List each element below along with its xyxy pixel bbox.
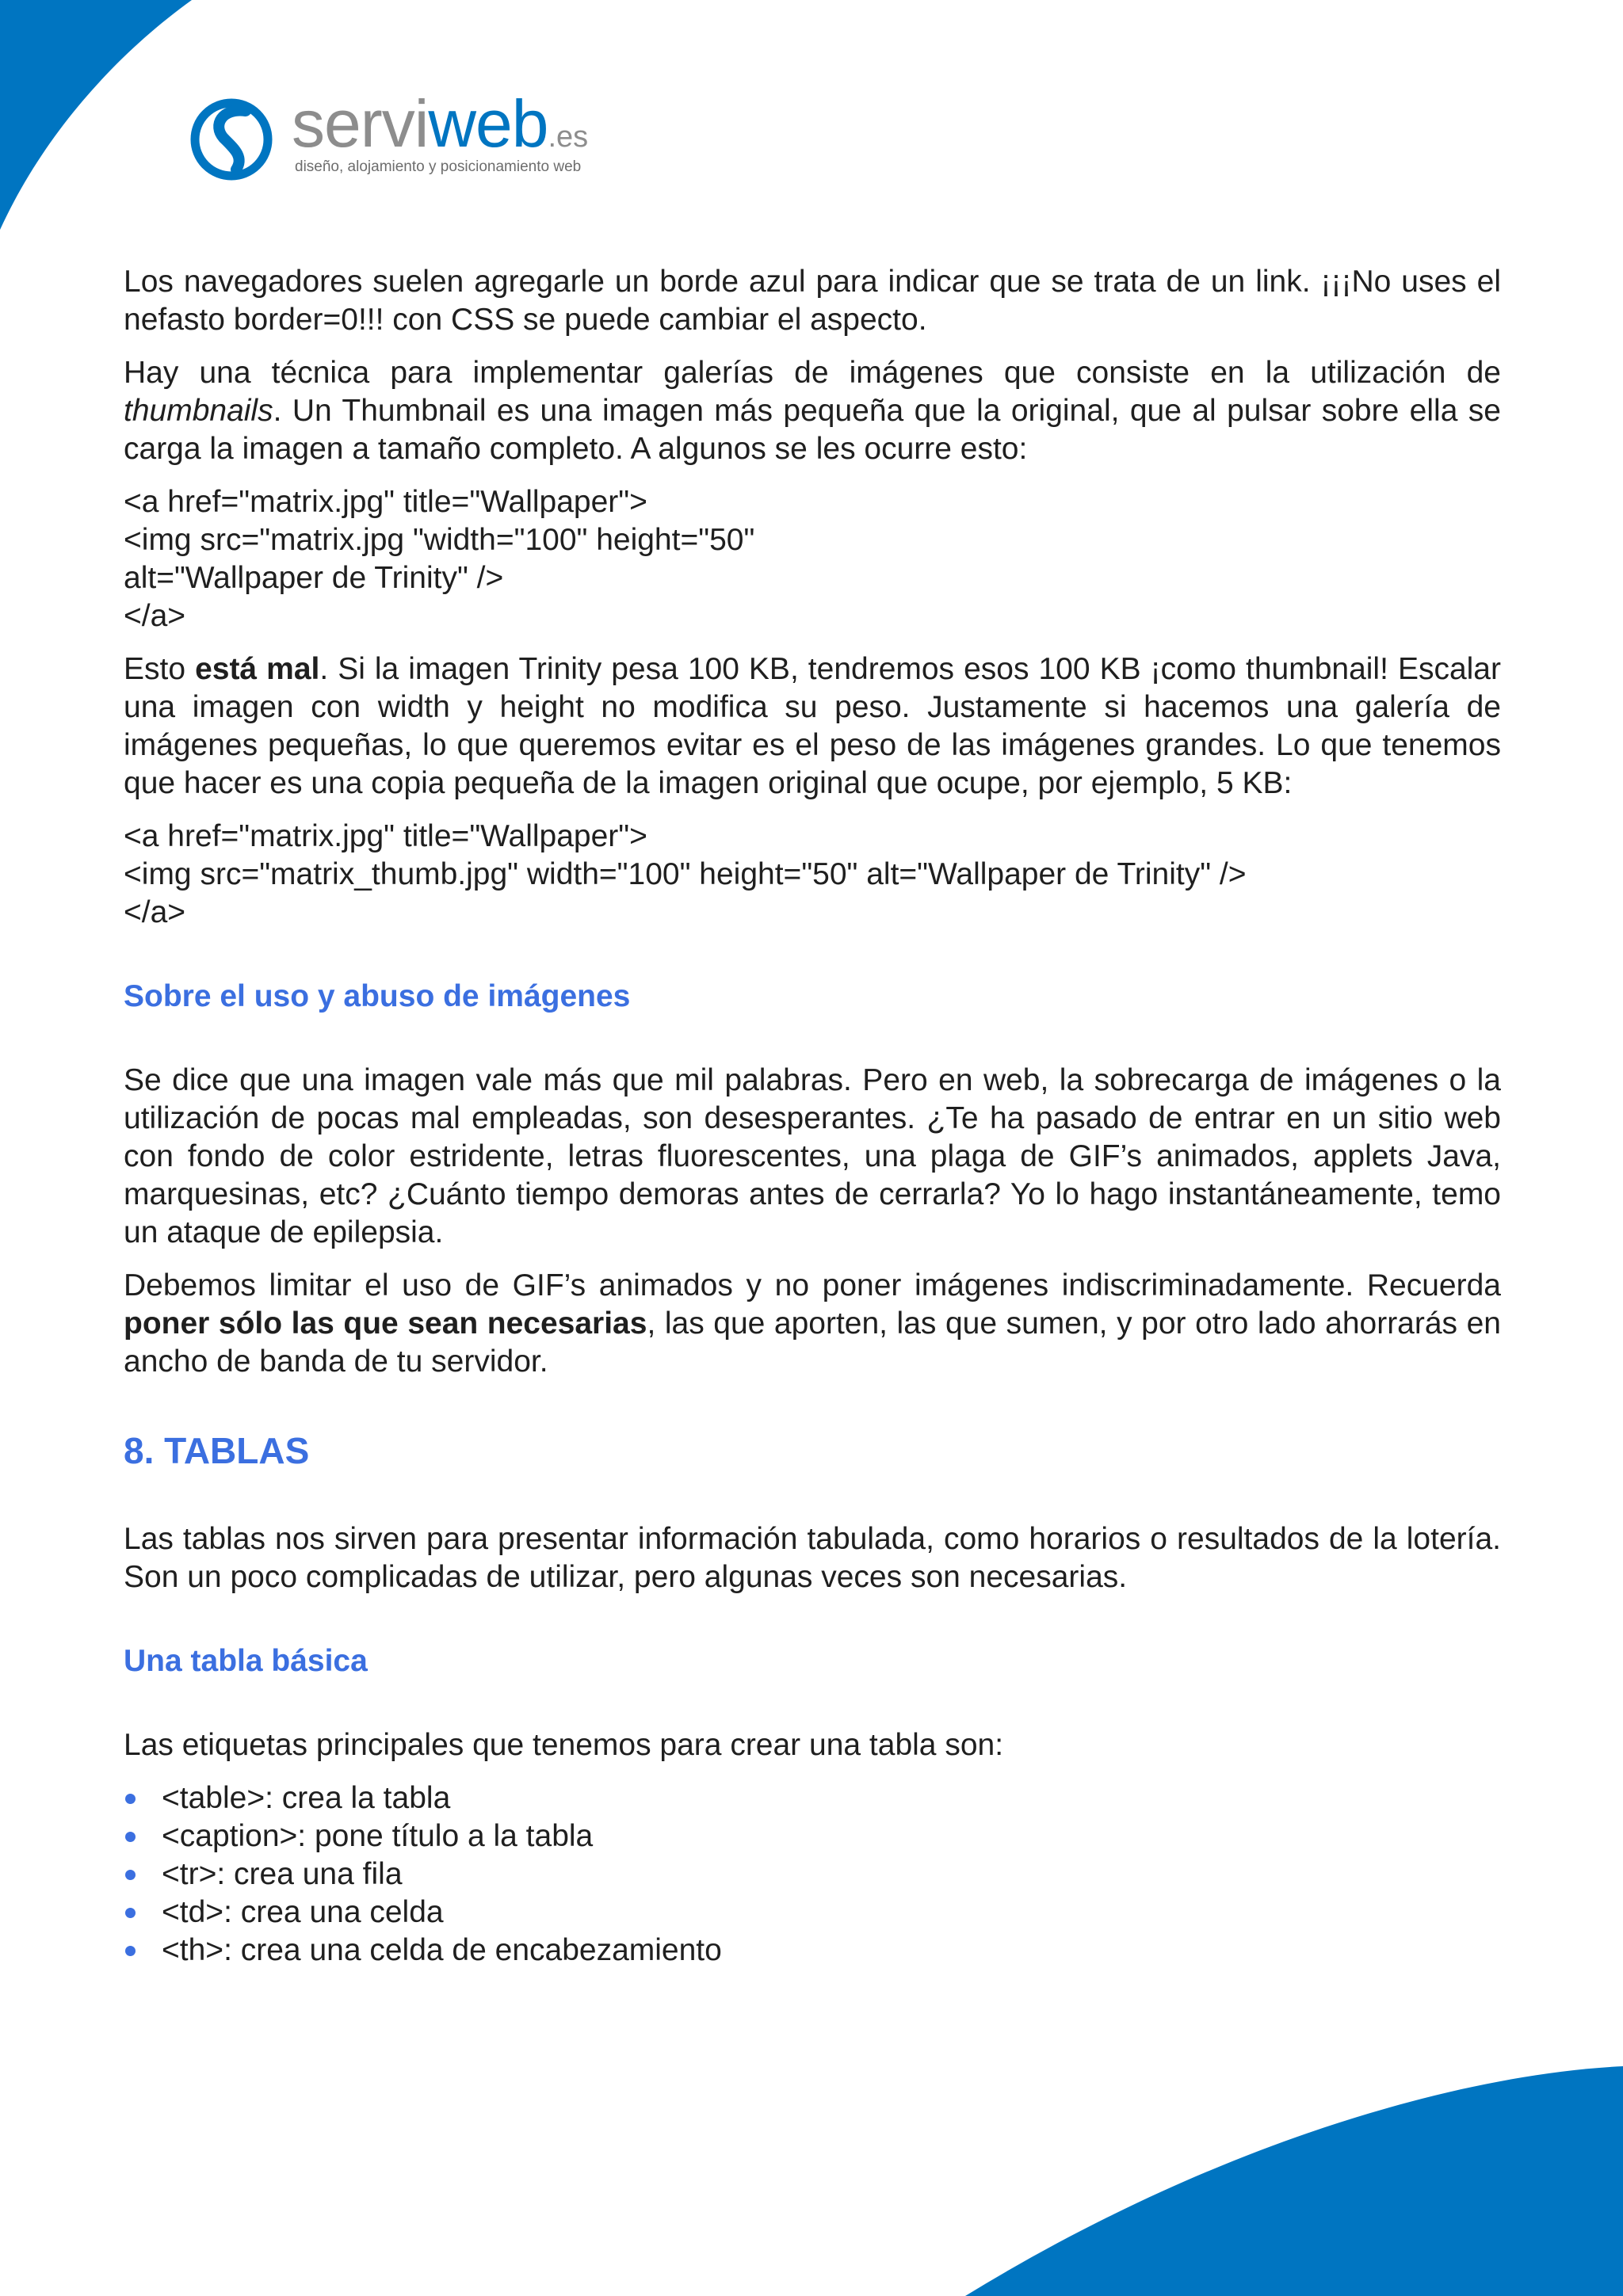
paragraph-etiquetas: Las etiquetas principales que tenemos para crear una tabla son: (124, 1728, 1004, 1762)
paragraph-esta-mal: Esto está mal. Si la imagen Trinity pesa 100 KB, tendremos esos 100 KB ¡como thumbnail! Escalar una imagen con width y height no modifica su peso. Justamente si hacemos una galería de imágenes pequeñas, lo que queremos evitar es el peso de las imágenes grandes. Lo que tenemos que hacer es una copia pequeña de la imagen original que ocupe, por ejemplo, 5 KB: (124, 652, 1501, 800)
code-example-good: <a href="matrix.jpg" title="Wallpaper"> <img src="matrix_thumb.jpg" width="100" height="50" alt="Wallpaper de Trinity" /> </a> (124, 819, 1247, 929)
top-left-corner-decoration (0, 0, 206, 238)
list-item: <th>: crea una celda de encabezamiento (124, 1932, 1501, 1970)
logo-tagline: diseño, alojamiento y posicionamiento web (295, 158, 582, 175)
paragraph-link-border: Los navegadores suelen agregarle un borde azul para indicar que se trata de un link. ¡¡¡No uses el nefasto border=0!!! con CSS se puede cambiar el aspecto. (124, 265, 1501, 337)
tag-list (124, 1779, 1501, 1970)
code-example-bad: <a href="matrix.jpg" title="Wallpaper"> <img src="matrix.jpg "width="100" height="50" alt="Wallpaper de Trinity" /> </a> (124, 485, 755, 633)
paragraph-imagen-mil-palabras: Se dice que una imagen vale más que mil palabras. Pero en web, la sobrecarga de imágenes o la utilización de pocas mal empleadas, son desesperantes. ¿Te ha pasado de entrar en un sitio web con fondo de color estridente, letras fluorescentes, una plaga de GIF’s animados, applets Java, marquesinas, etc? ¿Cuánto tiempo demoras antes de cerrarla? Yo lo hago instantáneamente, temo un ataque de epilepsia. (124, 1063, 1501, 1249)
paragraph-tablas-intro: Las tablas nos sirven para presentar información tabulada, como horarios o resultados de la lotería. Son un poco complicadas de utilizar, pero algunas veces son necesarias. (124, 1522, 1501, 1594)
bullet-icon (125, 1832, 136, 1842)
serviweb-logo (189, 86, 632, 190)
bullet-icon (125, 1870, 136, 1880)
paragraph-thumbnails: Hay una técnica para implementar galerías de imágenes que consiste en la utilización de thumbnails. Un Thumbnail es una imagen más pequeña que la original, que al pulsar sobre ella se carga la imagen a tamaño completo. A algunos se les ocurre esto: (124, 356, 1501, 466)
paragraph-limitar-gifs: Debemos limitar el uso de GIF’s animados y no poner imágenes indiscriminadamente. Recuerda poner sólo las que sean necesarias, las que aporten, las que sumen, y por otro lado ahorrarás en ancho de banda de tu servidor. (124, 1268, 1501, 1379)
heading-uso-abuso-imagenes: Sobre el uso y abuso de imágenes (124, 979, 631, 1013)
bullet-icon (125, 1946, 136, 1956)
bottom-right-corner-decoration (949, 2066, 1623, 2296)
heading-tabla-basica: Una tabla básica (124, 1644, 368, 1678)
bullet-icon (125, 1794, 136, 1804)
document-body (124, 263, 1501, 1970)
heading-tablas: 8. TABLAS (124, 1430, 310, 1471)
list-item: <caption>: pone título a la tabla (124, 1817, 1501, 1855)
serviweb-logo-icon (189, 95, 274, 184)
list-item: <td>: crea una celda (124, 1894, 1501, 1932)
list-item: <table>: crea la tabla (124, 1779, 1501, 1817)
logo-wordmark: serviweb.es (292, 86, 589, 161)
list-item: <tr>: crea una fila (124, 1855, 1501, 1894)
bullet-icon (125, 1908, 136, 1918)
